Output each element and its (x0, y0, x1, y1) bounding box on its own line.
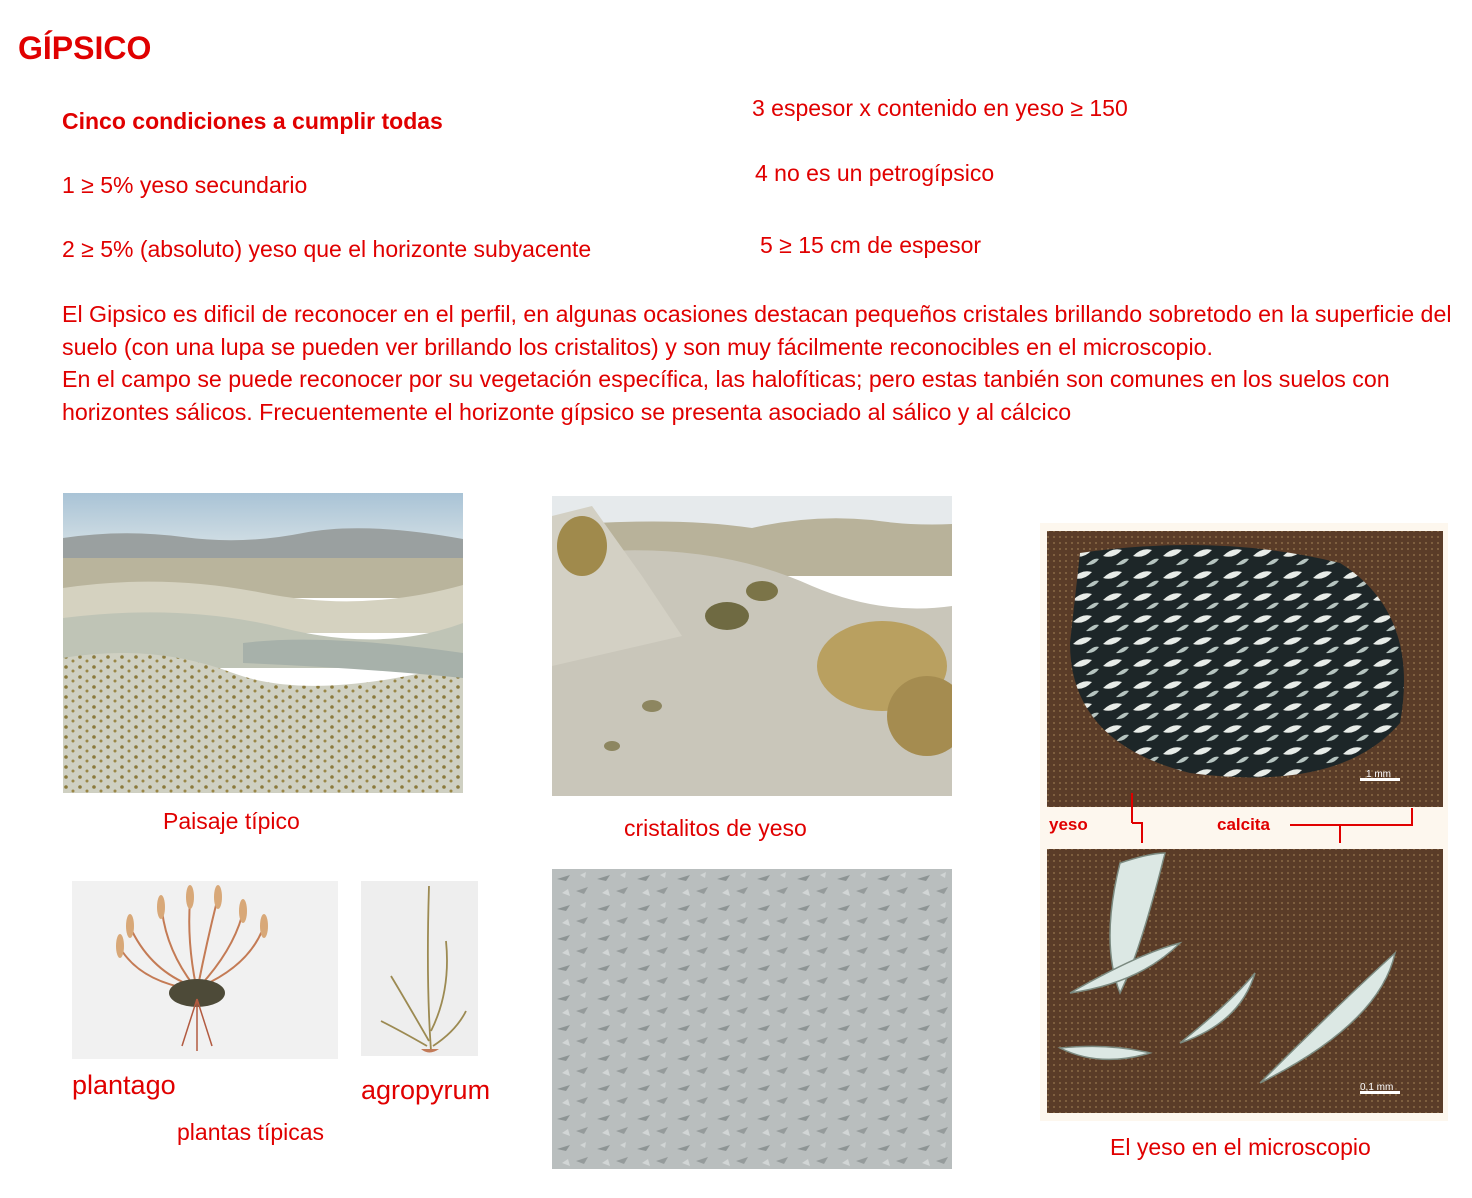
scale-bar-01mm: 0,1 mm (1360, 1082, 1394, 1093)
condition-2: 2 ≥ 5% (absoluto) yeso que el horizonte subyacente (62, 236, 592, 262)
agropyrum-photo (361, 881, 478, 1056)
description-paragraph-2: En el campo se puede reconocer por su vegetación específica, las halofíticas; pero estas tanbién son comunes en los suelos con horizontes sálicos. Frecuentemente el horizonte gípsico se presenta asociado al sálico y al cálcico (62, 366, 1390, 425)
page-title: GÍPSICO (18, 30, 152, 66)
agropyrum-caption: agropyrum (361, 1075, 491, 1105)
condition-5: 5 ≥ 15 cm de espesor (760, 232, 982, 258)
description-paragraph-1: El Gipsico es dificil de reconocer en el perfil, en algunas ocasiones destacan pequeños cristales brillando sobretodo en la superficie del suelo (con una lupa se pueden ver brillando los cristalitos) y son muy fácilmente reconocibles en el microscopio. (62, 301, 1452, 360)
crystals-caption: cristalitos de yeso (624, 815, 807, 841)
plants-caption: plantas típicas (177, 1119, 325, 1145)
soil-surface-photo (552, 869, 952, 1169)
condition-3: 3 espesor x contenido en yeso ≥ 150 (752, 95, 1128, 121)
condition-4: 4 no es un petrogípsico (755, 160, 995, 186)
plantago-photo (72, 881, 338, 1059)
yeso-label: yeso (1049, 815, 1088, 834)
landscape-photo (63, 493, 463, 793)
microscope-caption: El yeso en el microscopio (1110, 1134, 1371, 1160)
calcita-label: calcita (1217, 815, 1270, 834)
landscape-caption: Paisaje típico (163, 808, 300, 834)
gypsum-crystals-photo (552, 496, 952, 796)
description (62, 298, 1462, 428)
plantago-caption: plantago (72, 1070, 176, 1100)
scale-bar-1mm: 1 mm (1366, 769, 1391, 780)
conditions-heading: Cinco condiciones a cumplir todas (62, 108, 443, 134)
condition-1: 1 ≥ 5% yeso secundario (62, 172, 308, 198)
